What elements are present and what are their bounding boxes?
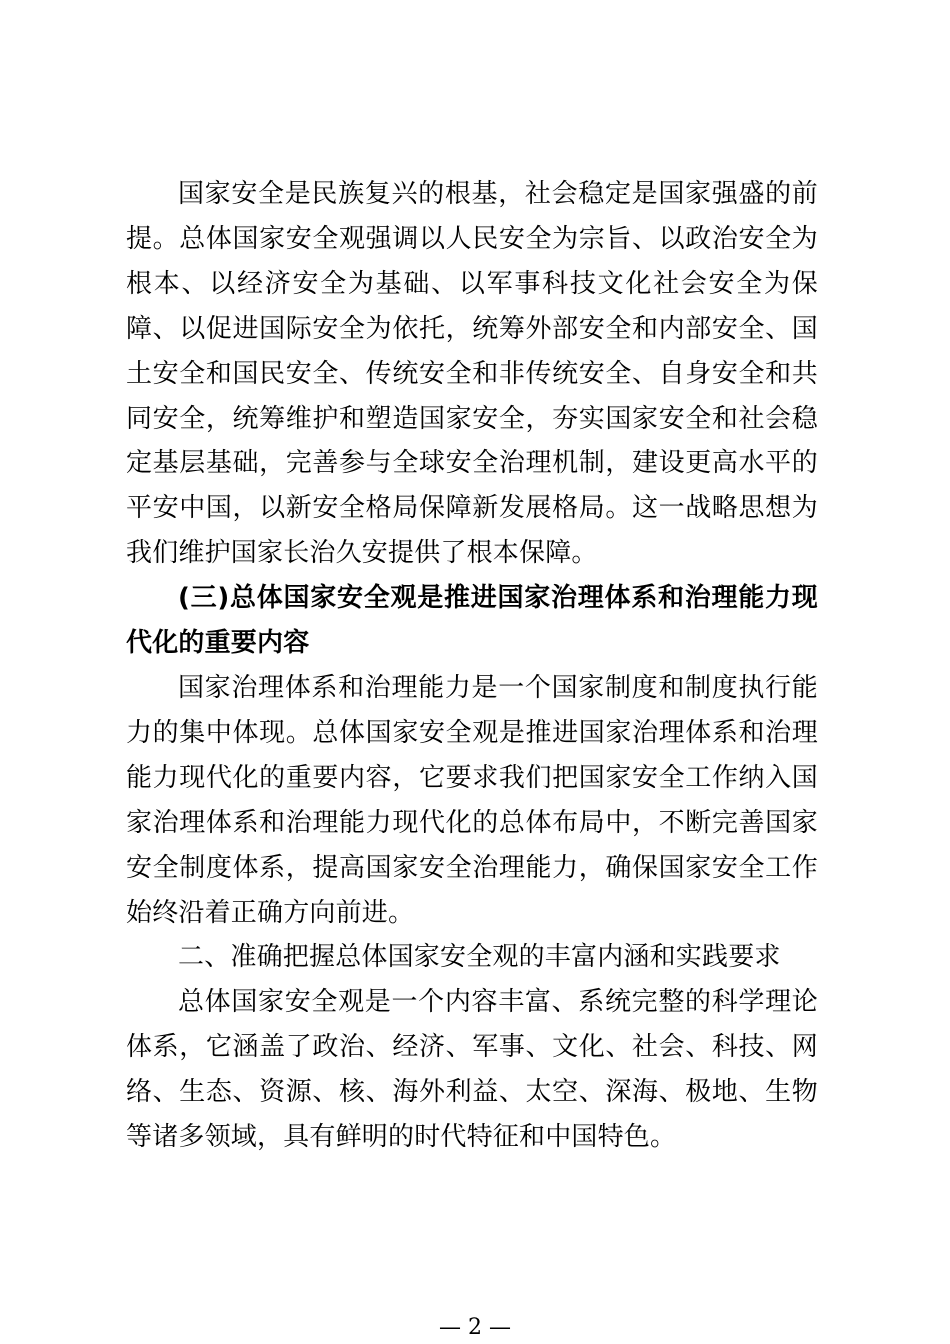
document-body [126,172,818,1160]
paragraph-rich-connotation: 总体国家安全观是一个内容丰富、系统完整的科学理论体系，它涵盖了政治、经济、军事、文化、社会、科技、网络、生态、资源、核、海外利益、太空、深海、极地、生物等诸多领域，具有鲜明的时代特征和中国特色。 [126,987,818,1153]
page-number: — 2 — [439,1315,511,1340]
paragraph-governance-modernization: 国家治理体系和治理能力是一个国家制度和制度执行能力的集中体现。总体国家安全观是推进国家治理体系和治理能力现代化的重要内容，它要求我们把国家安全工作纳入国家治理体系和治理能力现代化的总体布局中，不断完善国家安全制度体系，提高国家安全治理能力，确保国家安全工作始终沿着正确方向前进。 [126,672,818,928]
section-heading-3: (三)总体国家安全观是推进国家治理体系和治理能力现代化的重要内容 [126,583,818,659]
paragraph-national-security-foundation: 国家安全是民族复兴的根基，社会稳定是国家强盛的前提。总体国家安全观强调以人民安全为宗旨、以政治安全为根本、以经济安全为基础、以军事科技文化社会安全为保障、以促进国际安全为依托，统筹外部安全和内部安全、国土安全和国民安全、传统安全和非传统安全、自身安全和共同安全，统筹维护和塑造国家安全，夯实国家安全和社会稳定基层基础，完善参与全球安全治理机制，建设更高水平的平安中国，以新安全格局保障新发展格局。这一战略思想为我们维护国家长治久安提供了根本保障。 [126,179,818,569]
chapter-heading-2: 二、准确把握总体国家安全观的丰富内涵和实践要求 [178,942,781,973]
